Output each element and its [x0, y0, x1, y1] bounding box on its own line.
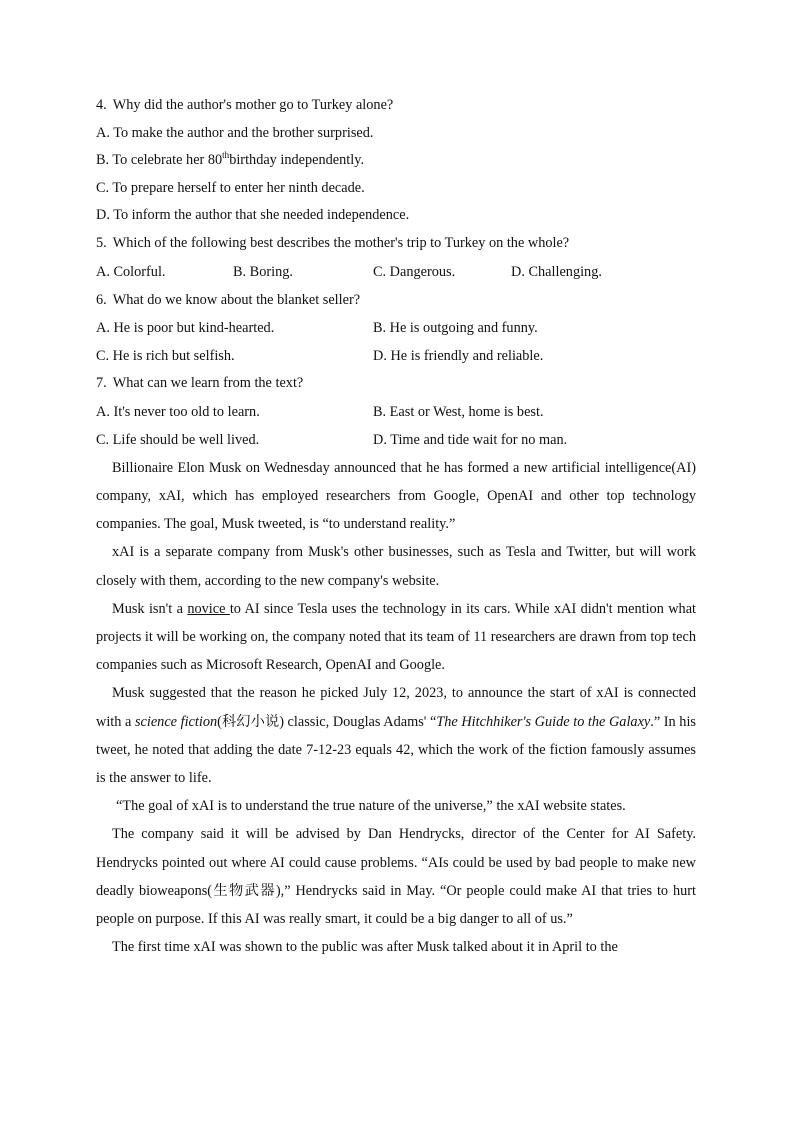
question-7	[96, 370, 696, 398]
options-row	[96, 398, 696, 426]
option-a: A. It's never too old to learn.	[96, 403, 260, 420]
question-stem: What can we learn from the text?	[112, 375, 304, 392]
question-number: 6.	[96, 291, 107, 308]
option-d: D. To inform the author that she needed independence.	[96, 207, 410, 224]
passage-paragraph-1: Billionaire Elon Musk on Wednesday announced that he has formed a new artificial intelligence(AI) company, xAI, which has employed researchers from Google, OpenAI and other top technology companies. The goal, Musk tweeted, is “to understand reality.”	[96, 459, 696, 533]
option-b: B. Boring.	[233, 263, 293, 280]
option-c: C. Life should be well lived.	[96, 431, 260, 448]
passage-paragraph-3	[96, 595, 696, 680]
document-page	[96, 92, 696, 961]
passage-paragraph-2: xAI is a separate company from Musk's other businesses, such as Tesla and Twitter, but will work closely with them, according to the new company's website.	[96, 544, 696, 589]
passage-paragraph-4	[96, 679, 696, 792]
passage-paragraph-5: “The goal of xAI is to understand the true nature of the universe,” the xAI website states.	[116, 798, 626, 815]
option-d: D. Time and tide wait for no man.	[373, 431, 568, 448]
question-number: 4.	[96, 97, 107, 113]
option-b	[96, 147, 696, 175]
question-stem: Which of the following best describes the mother's trip to Turkey on the whole?	[112, 234, 570, 251]
options-row	[96, 426, 696, 454]
option-a: A. He is poor but kind-hearted.	[96, 320, 275, 337]
question-4	[96, 92, 696, 120]
option-b: B. East or West, home is best.	[373, 403, 544, 420]
question-5	[96, 230, 696, 258]
option-c: C. He is rich but selfish.	[96, 348, 235, 365]
paragraph-text: to AI since Tesla uses the technology in its cars. While xAI didn't mention what projects it will be working on, the company noted that its team of 11 researchers are drawn from top tech companies such as Microsoft Research, OpenAI and Google.	[96, 600, 697, 674]
option-a: A. To make the author and the brother surprised.	[96, 124, 374, 141]
ordinal-superscript: th	[222, 150, 230, 161]
option-b: B. He is outgoing and funny.	[373, 320, 538, 337]
option-b-text-end: birthday independently.	[229, 152, 365, 169]
option-a: A. Colorful.	[96, 263, 166, 280]
paragraph-text: .” In his tweet, he noted that adding the date 7-12-23 equals 42, which the work of the fiction famously assumes is the answer to life.	[96, 713, 696, 786]
option-d: D. Challenging.	[511, 263, 602, 280]
paragraph-text: Musk suggested that the reason he picked July 12, 2023, to announce the start of xAI is connected with a	[96, 685, 696, 730]
question-6	[96, 287, 696, 315]
chinese-gloss: (科幻小说)	[217, 713, 284, 730]
passage-paragraph-6: The company said it will be advised by Dan Hendrycks, director of the Center for AI Safety. Hendrycks pointed out where AI could cause problems. “AIs could be used by bad people to make new deadly bioweapons(生物武器),” Hendrycks said in May. “Or people could make AI that tries to hurt people on purpose. If this AI was really smart, it could be a big danger to all of us.”	[96, 826, 696, 927]
option-b-text: B. To celebrate her 80	[96, 152, 223, 169]
question-number: 5.	[96, 234, 107, 251]
options-row	[96, 342, 696, 370]
paragraph-text: classic, Douglas Adams' “	[283, 713, 437, 730]
book-title: The Hitchhiker's Guide to the Galaxy	[436, 713, 651, 730]
passage-paragraph-7: The first time xAI was shown to the public was after Musk talked about it in April to the	[112, 939, 618, 956]
option-c: C. Dangerous.	[373, 263, 456, 280]
italic-term: science fiction	[134, 713, 218, 730]
question-stem: Why did the author's mother go to Turkey alone?	[112, 97, 394, 113]
options-row	[96, 258, 696, 287]
question-number: 7.	[96, 375, 107, 392]
option-c: C. To prepare herself to enter her ninth decade.	[96, 179, 365, 196]
paragraph-text: Musk isn't a	[112, 600, 188, 617]
underlined-word: novice	[187, 600, 230, 617]
options-row	[96, 314, 696, 342]
option-d: D. He is friendly and reliable.	[373, 348, 544, 365]
question-stem: What do we know about the blanket seller?	[112, 291, 361, 308]
